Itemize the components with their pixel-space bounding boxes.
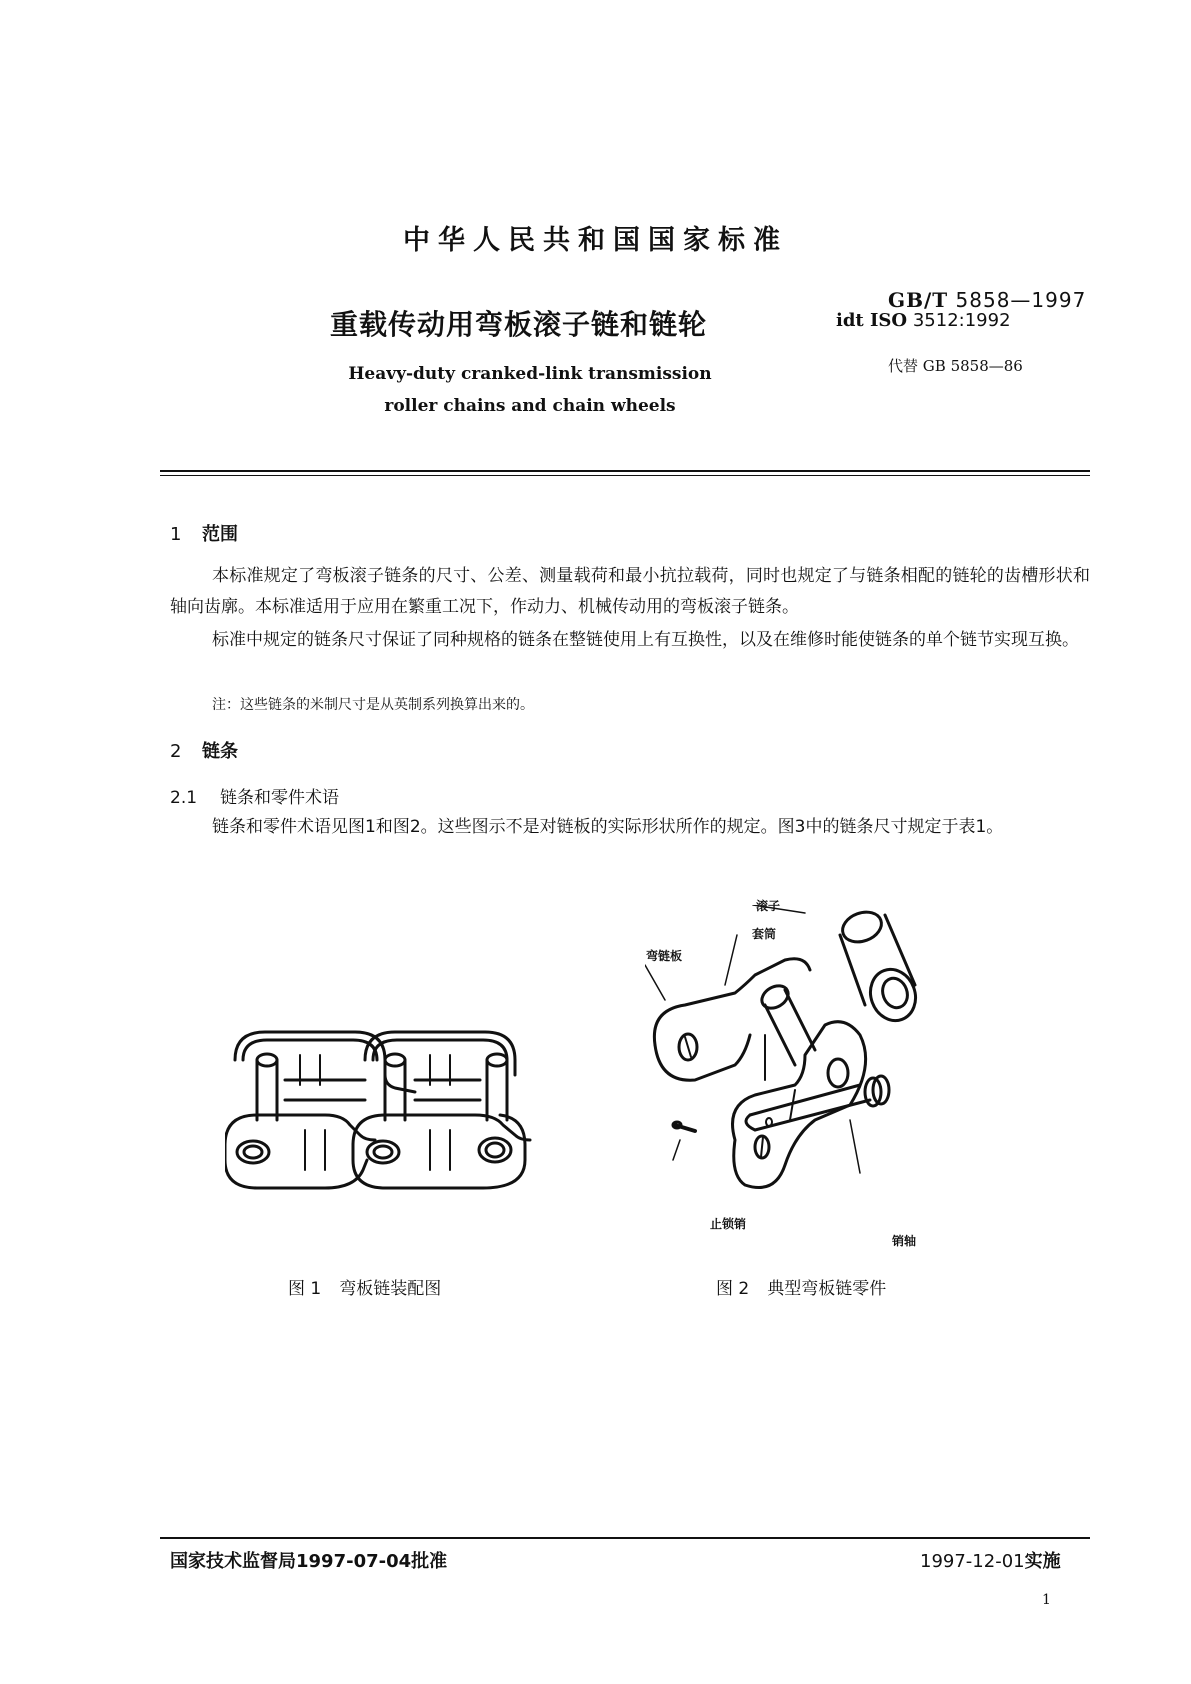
- standard-code-number: 5858—1997: [955, 288, 1087, 312]
- section-2-number: 2: [170, 741, 182, 762]
- effective-label: 实施: [1024, 1551, 1061, 1572]
- figure-1-title: 弯板链装配图: [339, 1279, 442, 1299]
- effective-date: [920, 1547, 1061, 1573]
- document-title-en-line2: roller chains and chain wheels: [384, 396, 676, 416]
- section-1-note: 注：这些链条的米制尺寸是从英制系列换算出来的。: [212, 697, 534, 713]
- approval-issuer: 国家技术监督局1997-07-04批准: [170, 1551, 448, 1572]
- section-1-heading: [170, 520, 238, 546]
- pin-part: [746, 1076, 889, 1130]
- replaces-code: [888, 355, 1023, 376]
- figure-1-number: 图 1: [288, 1279, 322, 1299]
- figure-2-caption: [716, 1274, 886, 1299]
- label-pin: 销轴: [892, 1234, 917, 1248]
- cranked-plate-part: [654, 959, 865, 1188]
- figure-1-chain-assembly-drawing: [225, 1020, 575, 1195]
- section-2-1-heading: [170, 783, 339, 808]
- section-2-1-number: 2.1: [170, 788, 198, 808]
- label-bushing: 套筒: [752, 927, 777, 941]
- standard-code-prefix: GB/T: [888, 288, 949, 312]
- label-cotter: 止锁销: [710, 1217, 747, 1231]
- footer-rule: [160, 1537, 1090, 1539]
- document-title-en-line1: Heavy-duty cranked-link transmission: [348, 364, 712, 384]
- figure-2-title: 典型弯板链零件: [767, 1279, 887, 1299]
- header-rule: [160, 470, 1090, 472]
- section-2-1-paragraph: 链条和零件术语见图1和图2。这些图示不是对链板的实际形状所作的规定。图3中的链条尺寸规定于表1。: [212, 817, 1004, 837]
- section-1-number: 1: [170, 524, 182, 545]
- section-2-title: 链条: [202, 741, 238, 762]
- section-1-paragraph-2: 标准中规定的链条尺寸保证了同种规格的链条在整链使用上有互换性，以及在维修时能使链条的单个链节实现互换。: [212, 630, 1079, 650]
- effective-date-value: 1997-12-01: [920, 1551, 1025, 1572]
- idt-prefix: idt ISO: [836, 310, 908, 331]
- label-roller: 滚子: [756, 899, 781, 913]
- figure-2-number: 图 2: [716, 1279, 750, 1299]
- idt-number: 3512:1992: [912, 310, 1011, 331]
- section-1-title: 范围: [202, 524, 238, 545]
- figure-1-caption: [288, 1274, 441, 1299]
- org-title: 中华人民共和国国家标准: [403, 225, 788, 256]
- header-rule-thin: [160, 475, 1090, 476]
- replaces-label: 代替: [888, 357, 919, 375]
- page-number: 1: [1042, 1592, 1051, 1608]
- section-2-heading: [170, 737, 238, 763]
- figure-2-chain-parts-drawing: [645, 905, 975, 1235]
- standard-code: [888, 288, 1086, 312]
- cotter-part: [673, 1122, 695, 1160]
- section-2-1-title: 链条和零件术语: [220, 788, 339, 808]
- roller-part: [838, 907, 922, 1027]
- document-title-cn: 重载传动用弯板滚子链和链轮: [330, 308, 708, 341]
- section-1-paragraph-1: 本标准规定了弯板滚子链条的尺寸、公差、测量载荷和最小抗拉载荷，同时也规定了与链条相配的链轮的齿槽形状和轴向齿廓。本标准适用于应用在繁重工况下，作动力、机械传动用的弯板滚子链条。: [170, 566, 1090, 617]
- label-cranked-plate: 弯链板: [646, 949, 683, 963]
- replaces-value: GB 5858—86: [922, 357, 1023, 375]
- idt-code: [836, 310, 1011, 331]
